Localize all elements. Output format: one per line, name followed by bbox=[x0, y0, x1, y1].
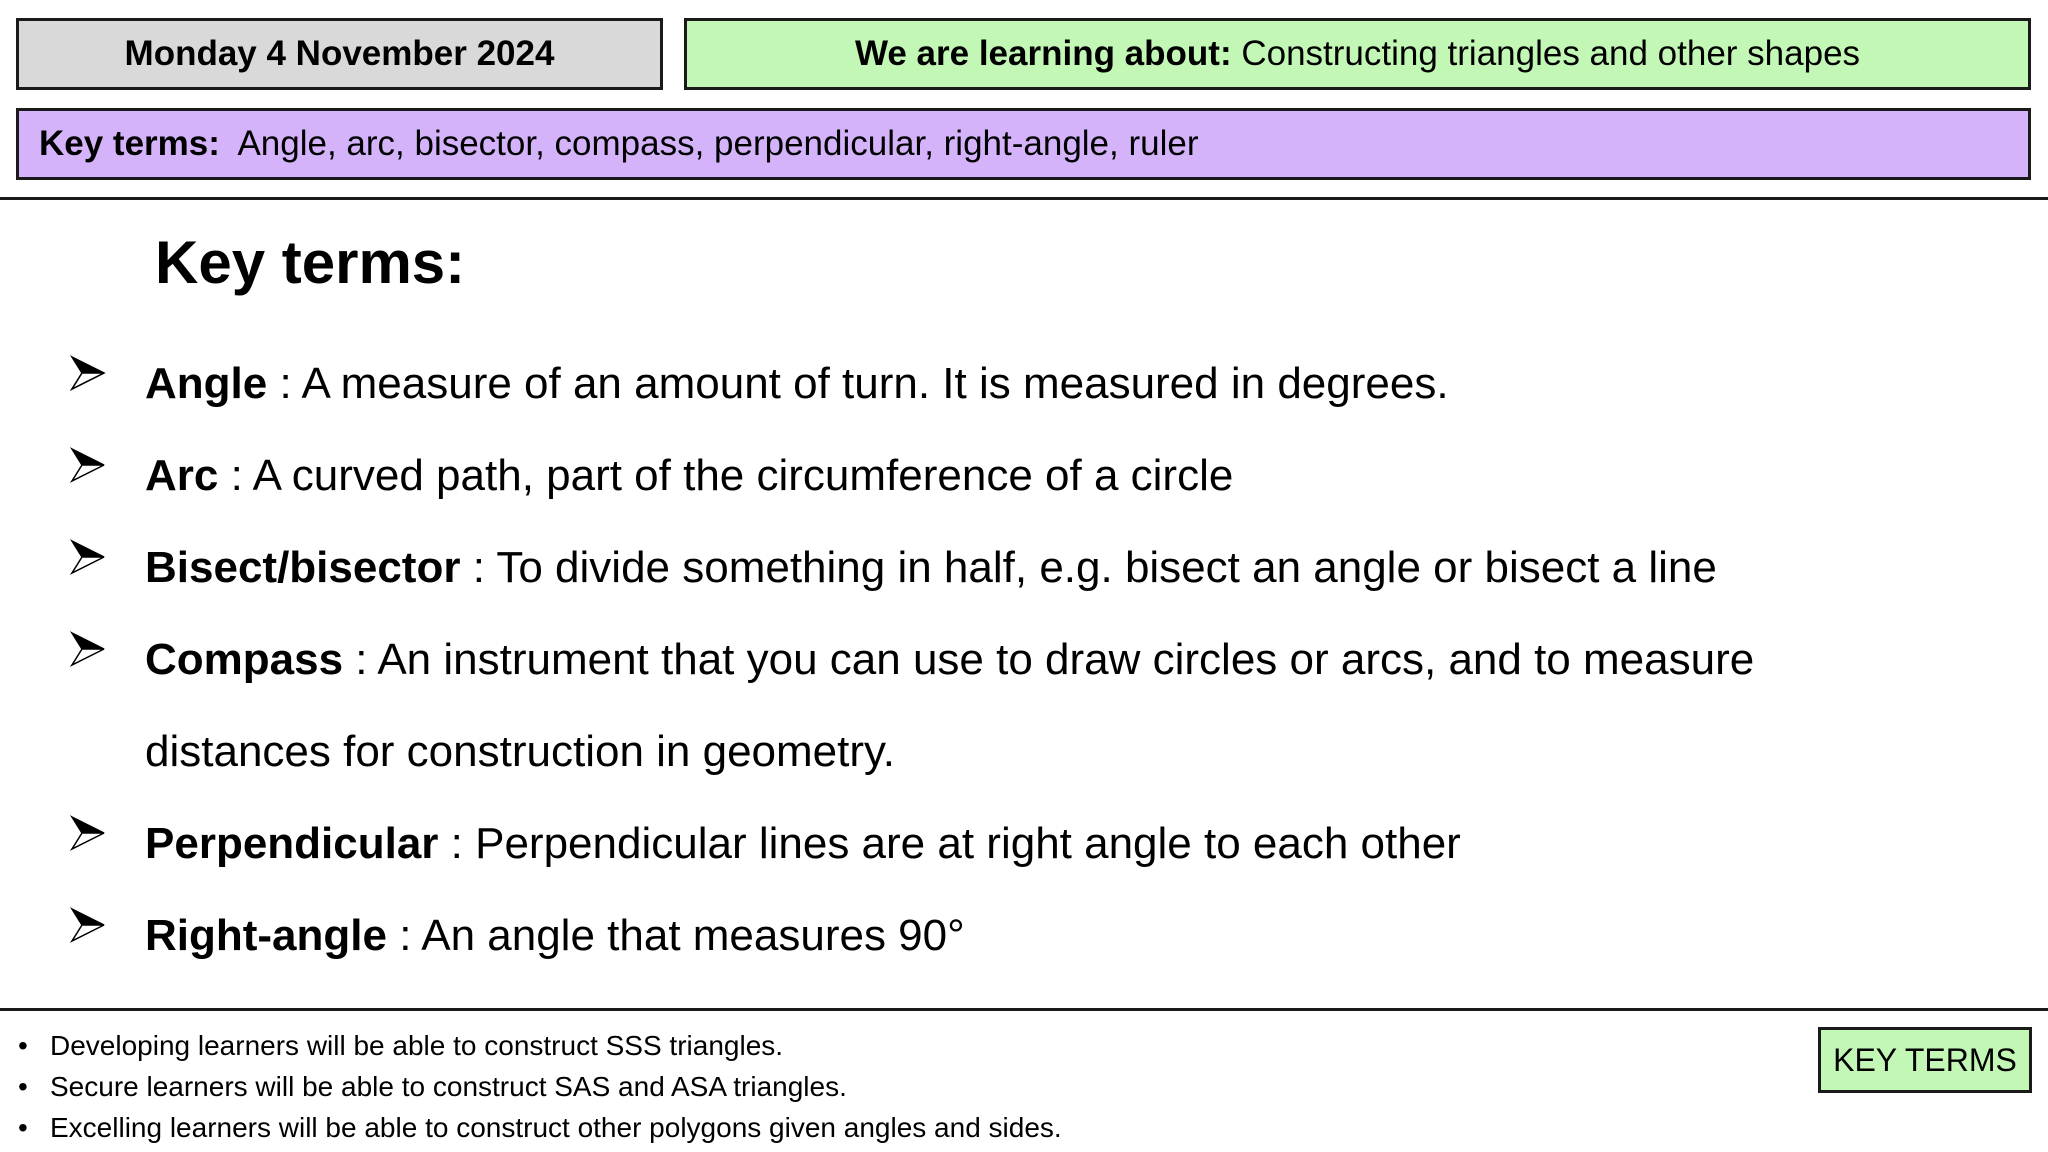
key-terms-box bbox=[16, 108, 2031, 180]
bottom-divider bbox=[0, 1008, 2048, 1011]
term-name: Arc bbox=[145, 451, 219, 500]
term-item-compass bbox=[145, 614, 1754, 706]
arrow-bullet-icon bbox=[70, 631, 106, 667]
date-text: Monday 4 November 2024 bbox=[124, 34, 555, 73]
learning-objective-box bbox=[684, 18, 2031, 90]
term-name: Angle bbox=[145, 359, 268, 408]
key-terms-list: Angle, arc, bisector, compass, perpendicular, right-angle, ruler bbox=[219, 124, 1199, 163]
bullet-icon: • bbox=[18, 1112, 28, 1143]
term-definition: : Perpendicular lines are at right angle to each other bbox=[438, 819, 1461, 868]
outcome-text: Secure learners will be able to construct SAS and ASA triangles. bbox=[50, 1071, 847, 1102]
outcome-text: Excelling learners will be able to construct other polygons given angles and sides. bbox=[50, 1112, 1062, 1143]
key-terms-tag bbox=[1818, 1027, 2032, 1093]
list-item bbox=[18, 1107, 1062, 1148]
top-divider bbox=[0, 197, 2048, 200]
bullet-icon: • bbox=[18, 1071, 28, 1102]
arrow-bullet-icon bbox=[70, 907, 106, 943]
learning-label: We are learning about: bbox=[854, 34, 1232, 73]
term-definition: : An instrument that you can use to draw circles or arcs, and to measure bbox=[343, 635, 1755, 684]
term-definition: : To divide something in half, e.g. bisect an angle or bisect a line bbox=[460, 543, 1717, 592]
term-name: Perpendicular bbox=[145, 819, 439, 868]
term-definition: : A measure of an amount of turn. It is measured in degrees. bbox=[267, 359, 1449, 408]
tag-label: KEY TERMS bbox=[1833, 1041, 2017, 1078]
term-item-perpendicular bbox=[145, 798, 1461, 890]
term-item-arc bbox=[145, 430, 1233, 522]
outcomes-list bbox=[18, 1025, 1062, 1148]
arrow-bullet-icon bbox=[70, 815, 106, 851]
term-item-right-angle bbox=[145, 890, 965, 982]
date-box bbox=[16, 18, 663, 90]
term-definition: : A curved path, part of the circumference of a circle bbox=[218, 451, 1234, 500]
outcome-text: Developing learners will be able to construct SSS triangles. bbox=[50, 1030, 784, 1061]
term-item-angle bbox=[145, 338, 1449, 430]
list-item bbox=[18, 1025, 1062, 1066]
term-name: Bisect/bisector bbox=[145, 543, 461, 592]
term-name: Compass bbox=[145, 635, 344, 684]
bullet-icon: • bbox=[18, 1030, 28, 1061]
list-item bbox=[18, 1066, 1062, 1107]
term-definition: : An angle that measures 90° bbox=[386, 911, 965, 960]
term-name: Right-angle bbox=[145, 911, 387, 960]
term-item-bisector bbox=[145, 522, 1717, 614]
arrow-bullet-icon bbox=[70, 539, 106, 575]
term-continuation: distances for construction in geometry. bbox=[145, 727, 895, 776]
page-title: Key terms: bbox=[155, 229, 466, 296]
arrow-bullet-icon bbox=[70, 355, 106, 391]
arrow-bullet-icon bbox=[70, 447, 106, 483]
key-terms-label: Key terms: bbox=[39, 124, 220, 163]
learning-topic: Constructing triangles and other shapes bbox=[1231, 34, 1861, 73]
